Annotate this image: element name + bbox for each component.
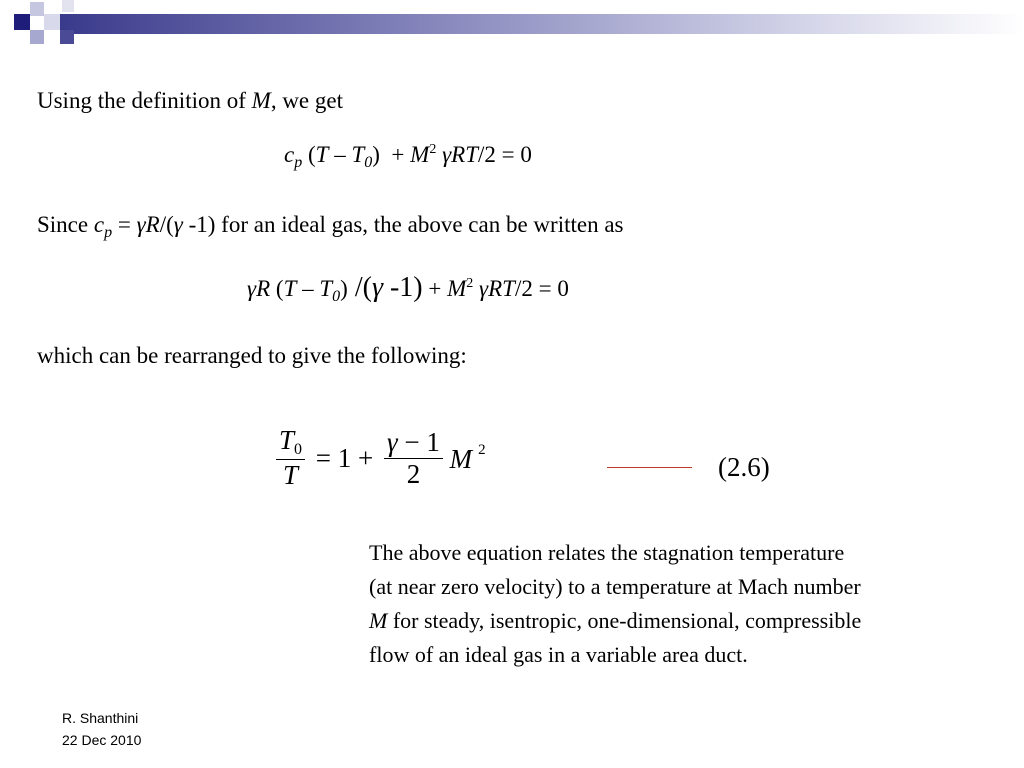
header-square-light bbox=[30, 2, 44, 16]
eq3-lhs-fraction bbox=[276, 425, 305, 491]
header-square-light bbox=[44, 14, 60, 30]
eq1-tail: /2 = 0 bbox=[477, 142, 532, 167]
eq3-zero: 0 bbox=[294, 441, 303, 458]
explanation-paragraph bbox=[369, 536, 1014, 672]
eq1-close: ) bbox=[372, 142, 380, 167]
since-text: Since bbox=[37, 212, 94, 237]
since-gamma: γ bbox=[136, 212, 146, 237]
eq1-c: c bbox=[284, 142, 295, 167]
equation-1 bbox=[284, 142, 532, 172]
intro-variable: M bbox=[251, 88, 271, 113]
explanation-line-2: (at near zero velocity) to a temperature at Mach number bbox=[369, 574, 861, 599]
eq2-minus1: -1) bbox=[382, 272, 423, 303]
eq3-T: T bbox=[283, 460, 299, 490]
footer-author: R. Shanthini bbox=[62, 710, 139, 726]
eq1-squared: 2 bbox=[429, 142, 437, 157]
eq2-divide: /( bbox=[347, 272, 372, 303]
eq3-minus-one: − 1 bbox=[397, 426, 440, 457]
eq2-R: R bbox=[256, 276, 271, 301]
rearrange-line: which can be rearranged to give the following: bbox=[37, 343, 467, 368]
since-eq: = bbox=[112, 212, 137, 237]
equation-2-6 bbox=[276, 425, 486, 491]
eq2-T: T bbox=[283, 276, 297, 301]
eq3-gamma: γ bbox=[387, 426, 398, 457]
equation-2 bbox=[247, 272, 569, 306]
explanation-var-M: M bbox=[369, 608, 388, 633]
eq1-zero: 0 bbox=[364, 154, 373, 171]
eq2-RT: RT bbox=[488, 276, 515, 301]
eq2-open: ( bbox=[270, 276, 284, 301]
equation-marker-line bbox=[607, 467, 692, 468]
eq3-M: M bbox=[449, 443, 473, 474]
explanation-line-3-rest: for steady, isentropic, one-dimensional, compressible bbox=[387, 608, 862, 633]
header-square-dark bbox=[14, 14, 30, 30]
since-p: p bbox=[104, 224, 113, 241]
eq3-two: 2 bbox=[406, 458, 421, 489]
eq1-T: T bbox=[315, 142, 329, 167]
eq2-zero: 0 bbox=[332, 288, 341, 305]
eq3-equals-one-plus: = 1 + bbox=[315, 442, 374, 473]
eq1-T0: T bbox=[351, 142, 365, 167]
eq2-plus: + bbox=[422, 276, 448, 301]
since-c: c bbox=[93, 212, 105, 237]
footer-date: 22 Dec 2010 bbox=[62, 732, 142, 748]
header-square-dark bbox=[60, 30, 74, 44]
eq1-gamma: γ bbox=[442, 142, 452, 167]
intro-line bbox=[37, 87, 343, 115]
eq3-T0: T bbox=[279, 425, 295, 455]
eq2-T0: T bbox=[319, 276, 333, 301]
eq2-gamma3: γ bbox=[479, 276, 489, 301]
eq2-M: M bbox=[447, 276, 467, 301]
header-square-light bbox=[62, 0, 74, 12]
eq1-p: p bbox=[294, 154, 303, 171]
since-gamma2: γ bbox=[173, 212, 183, 237]
since-R: R bbox=[145, 212, 160, 237]
eq2-minus: – bbox=[296, 276, 320, 301]
footer bbox=[62, 707, 141, 751]
equation-number: (2.6) bbox=[718, 452, 770, 482]
eq1-plus: + bbox=[391, 142, 405, 167]
eq3-squared: 2 bbox=[478, 441, 486, 458]
header-square-mid bbox=[30, 30, 44, 44]
since-slash: /( bbox=[159, 212, 174, 237]
intro-text: Using the definition of bbox=[37, 88, 252, 113]
since-line bbox=[37, 211, 624, 247]
eq1-RT: RT bbox=[451, 142, 478, 167]
eq1-open: ( bbox=[307, 142, 316, 167]
explanation-line-3 bbox=[369, 604, 1014, 638]
eq1-M: M bbox=[410, 142, 430, 167]
eq2-gamma: γ bbox=[247, 276, 257, 301]
eq2-gamma2: γ bbox=[371, 272, 383, 303]
eq3-rhs-fraction bbox=[384, 427, 443, 490]
eq1-minus: – bbox=[328, 142, 352, 167]
eq2-squared: 2 bbox=[466, 276, 474, 291]
eq2-tail: /2 = 0 bbox=[514, 276, 569, 301]
explanation-line-4: flow of an ideal gas in a variable area duct. bbox=[369, 642, 748, 667]
since-rest: -1) for an ideal gas, the above can be written as bbox=[182, 212, 624, 237]
eq2-close: ) bbox=[340, 276, 348, 301]
explanation-line-1: The above equation relates the stagnation temperature bbox=[369, 540, 845, 565]
header-gradient-bar bbox=[60, 14, 1024, 34]
intro-text-end: , we get bbox=[270, 88, 343, 113]
